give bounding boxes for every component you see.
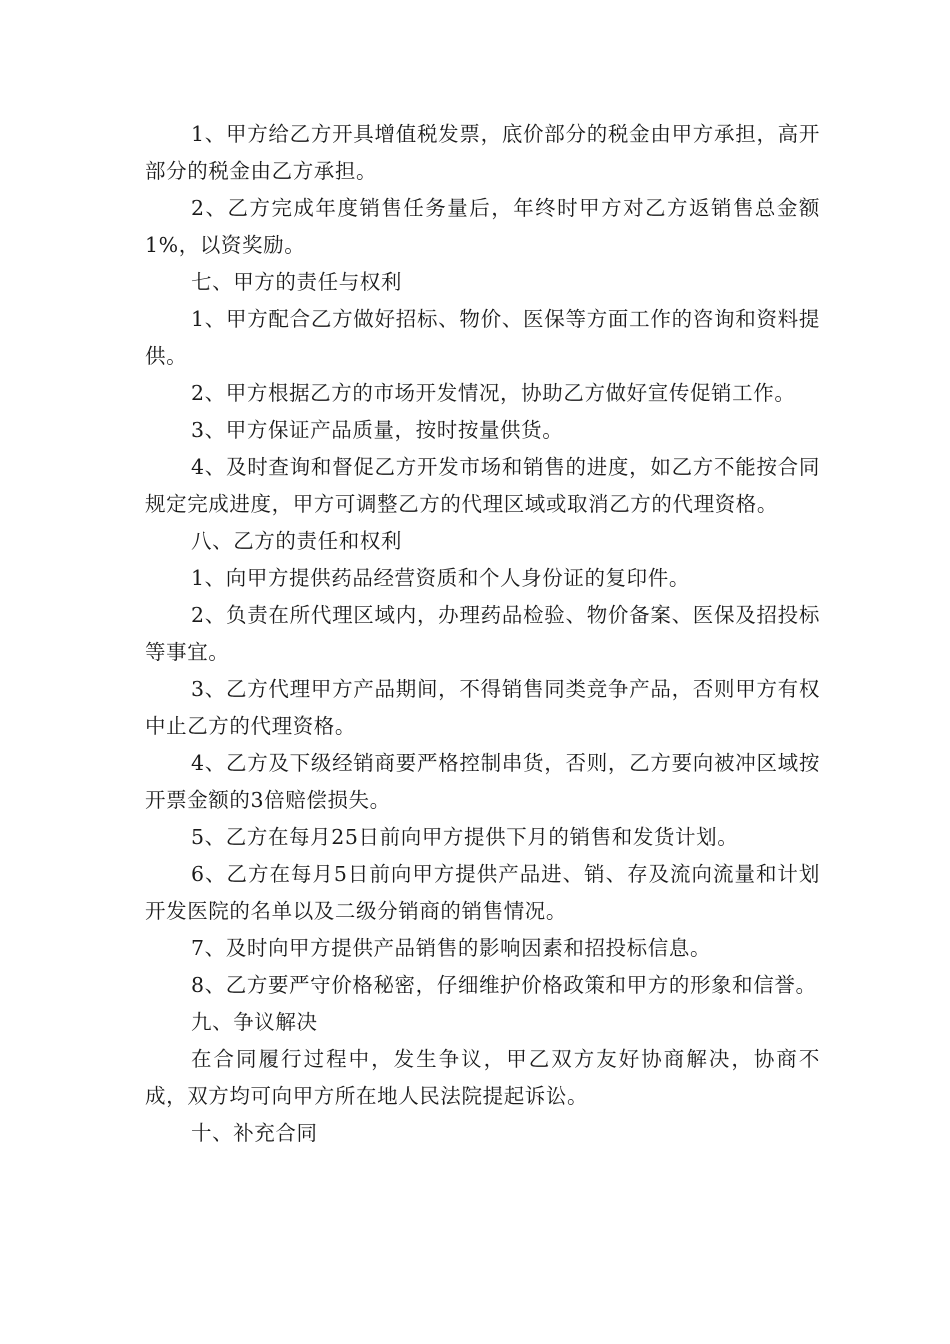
paragraph: 3、乙方代理甲方产品期间，不得销售同类竞争产品，否则甲方有权中止乙方的代理资格。 bbox=[145, 677, 820, 738]
document-page bbox=[145, 116, 820, 1152]
paragraph: 4、乙方及下级经销商要严格控制串货，否则，乙方要向被冲区域按开票金额的3倍赔偿损失。 bbox=[145, 751, 820, 812]
paragraph: 2、负责在所代理区域内，办理药品检验、物价备案、医保及招投标等事宜。 bbox=[145, 603, 820, 664]
paragraph: 2、甲方根据乙方的市场开发情况，协助乙方做好宣传促销工作。 bbox=[191, 381, 796, 405]
paragraph: 4、及时查询和督促乙方开发市场和销售的进度，如乙方不能按合同规定完成进度，甲方可调整乙方的代理区域或取消乙方的代理资格。 bbox=[145, 455, 820, 516]
paragraph: 1、甲方给乙方开具增值税发票，底价部分的税金由甲方承担，高开部分的税金由乙方承担。 bbox=[145, 122, 820, 183]
section-heading: 十、补充合同 bbox=[191, 1121, 318, 1145]
section-heading: 九、争议解决 bbox=[191, 1010, 318, 1034]
section-heading: 七、甲方的责任与权利 bbox=[191, 270, 402, 294]
paragraph: 8、乙方要严守价格秘密，仔细维护价格政策和甲方的形象和信誉。 bbox=[191, 973, 817, 997]
paragraph: 3、甲方保证产品质量，按时按量供货。 bbox=[191, 418, 564, 442]
section-heading: 八、乙方的责任和权利 bbox=[191, 529, 402, 553]
paragraph: 6、乙方在每月5日前向甲方提供产品进、销、存及流向流量和计划开发医院的名单以及二级分销商的销售情况。 bbox=[145, 862, 820, 923]
paragraph: 2、乙方完成年度销售任务量后，年终时甲方对乙方返销售总金额1%，以资奖励。 bbox=[145, 196, 820, 257]
paragraph: 1、向甲方提供药品经营资质和个人身份证的复印件。 bbox=[191, 566, 690, 590]
paragraph: 5、乙方在每月25日前向甲方提供下月的销售和发货计划。 bbox=[191, 825, 739, 849]
paragraph: 7、及时向甲方提供产品销售的影响因素和招投标信息。 bbox=[191, 936, 712, 960]
paragraph: 1、甲方配合乙方做好招标、物价、医保等方面工作的咨询和资料提供。 bbox=[145, 307, 820, 368]
paragraph: 在合同履行过程中，发生争议，甲乙双方友好协商解决，协商不成，双方均可向甲方所在地人民法院提起诉讼。 bbox=[145, 1047, 820, 1108]
